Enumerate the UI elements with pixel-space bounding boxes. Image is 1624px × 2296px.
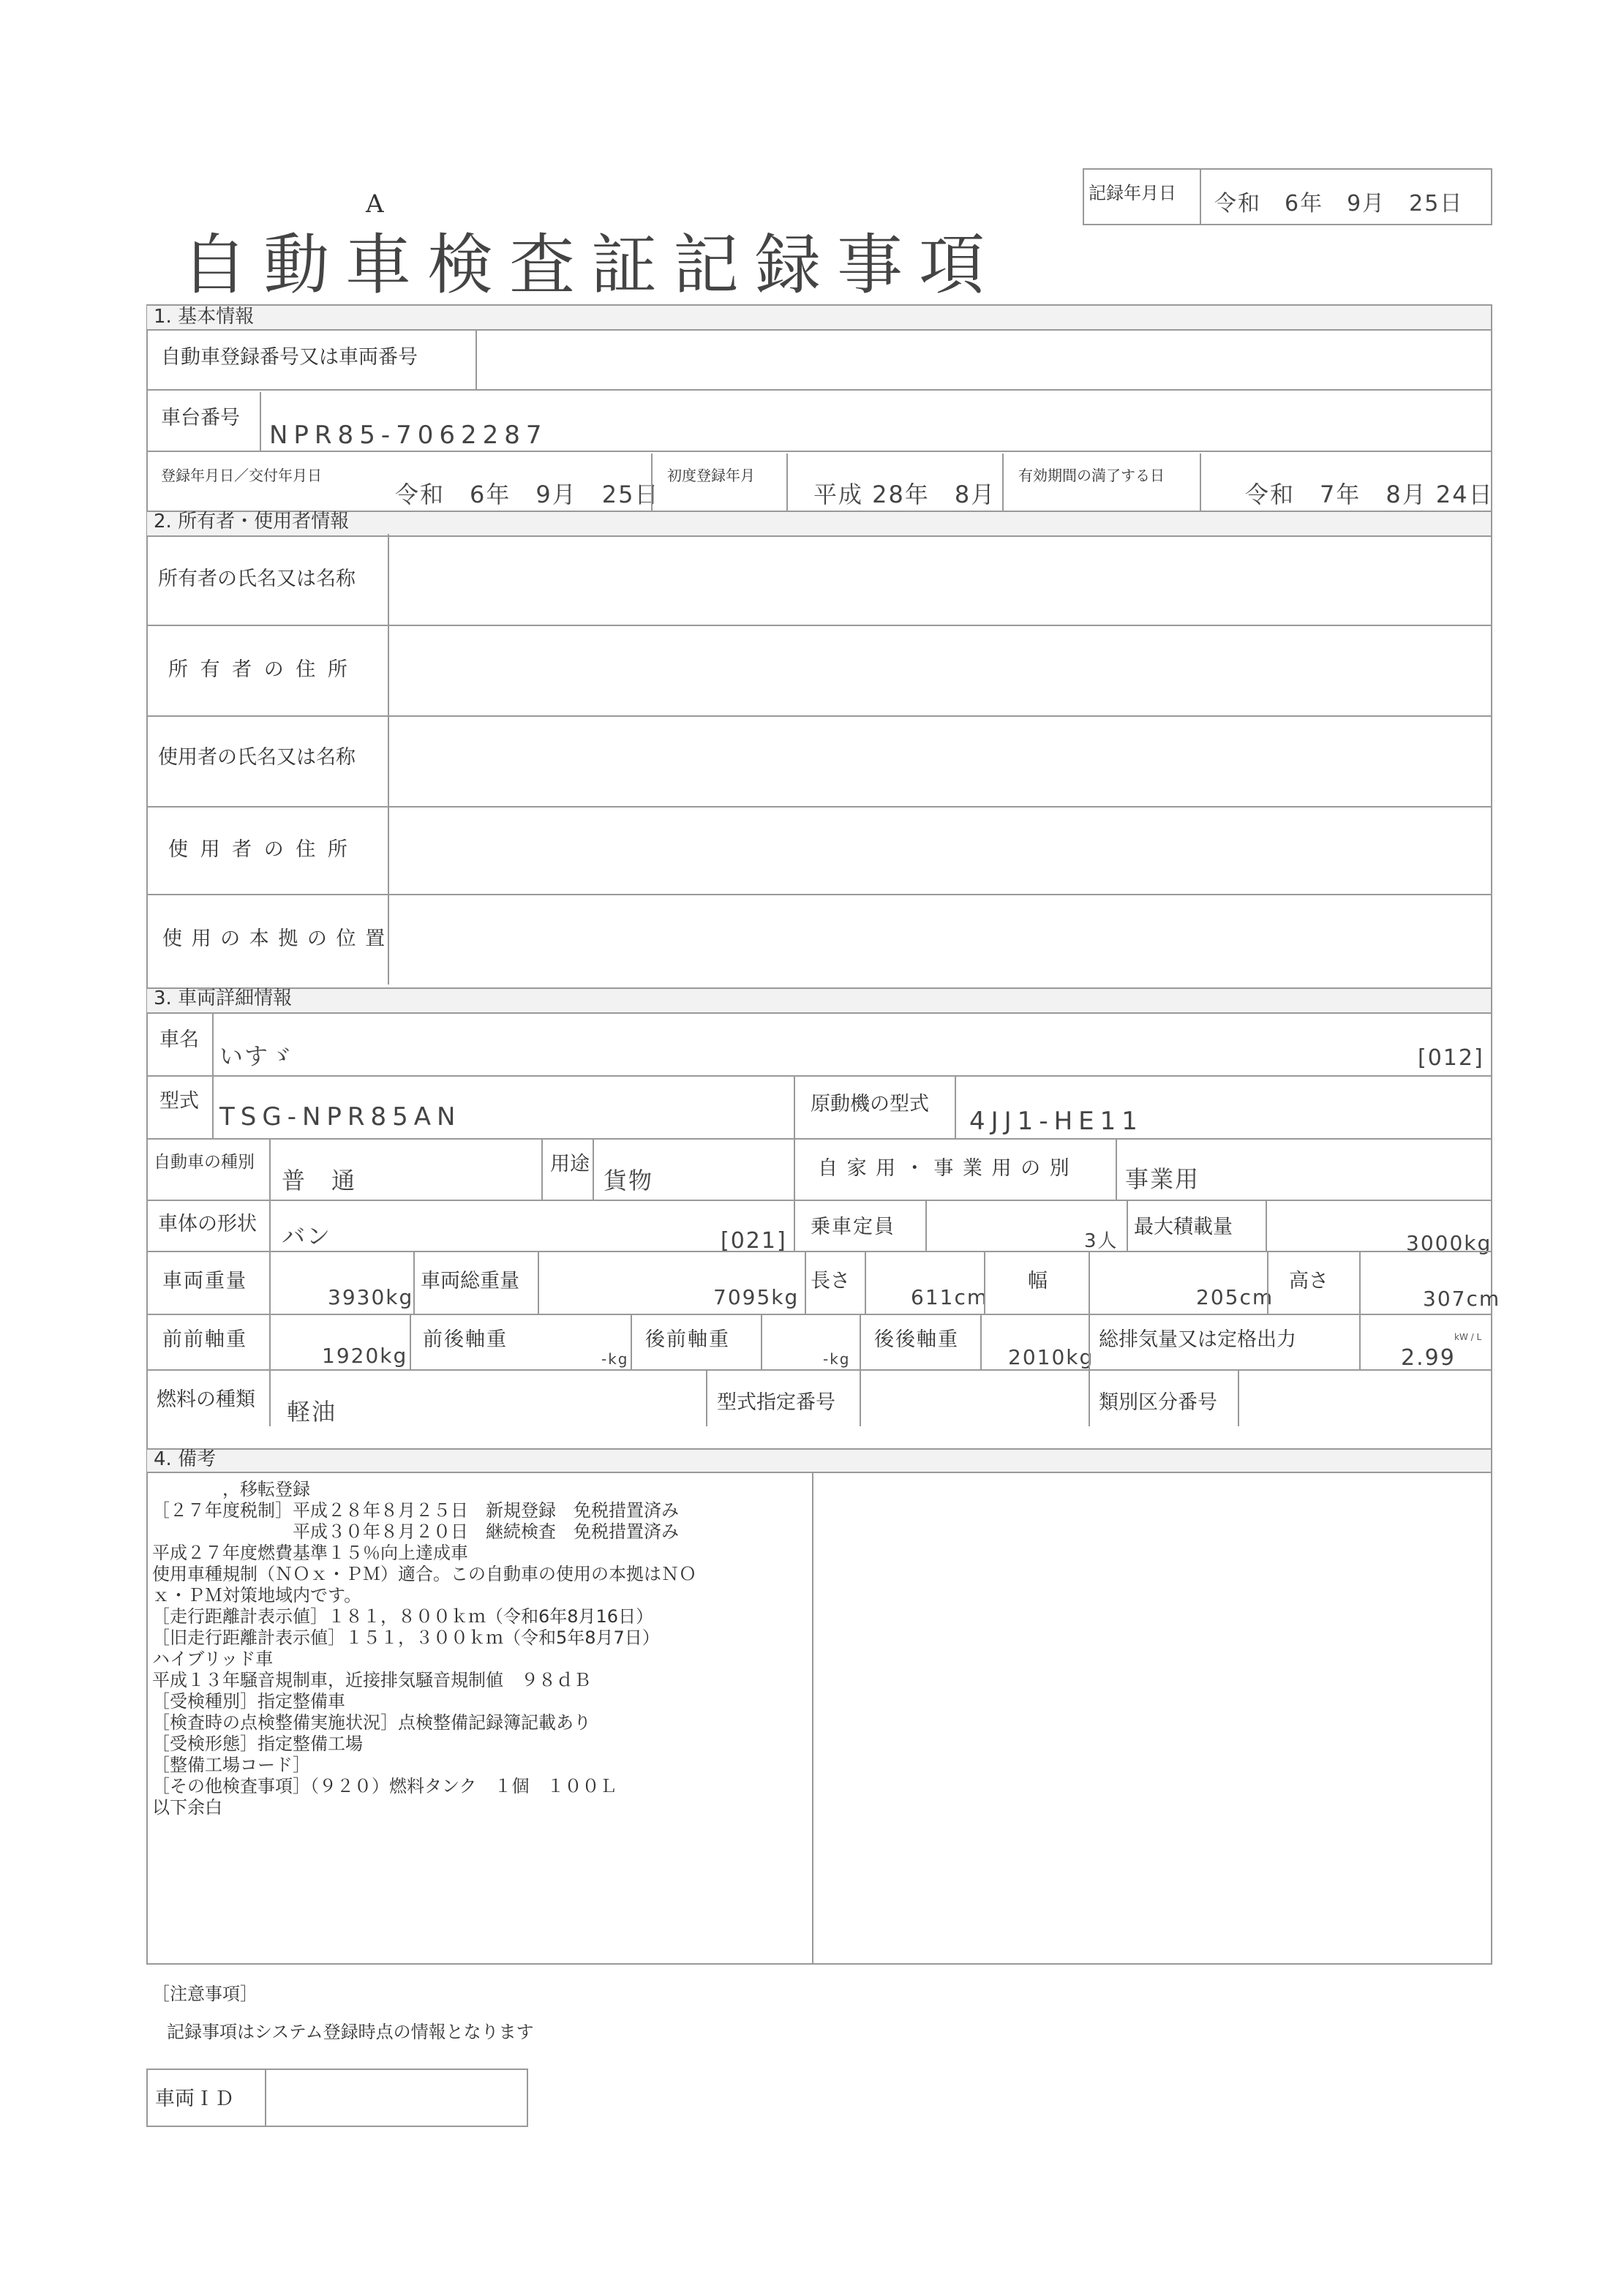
width-label: 幅: [1028, 1270, 1048, 1292]
owner-address-label: 所 有 者 の 住 所: [168, 658, 350, 681]
engine-model-label: 原動機の型式: [811, 1093, 929, 1115]
section-basic-header: [147, 304, 1491, 331]
expiry-value: 令和 7年 8月 24日: [1245, 481, 1494, 508]
displacement-label: 総排気量又は定格出力: [1099, 1328, 1296, 1351]
use-label: 用途: [550, 1153, 590, 1175]
expiry-label: 有効期間の満了する日: [1018, 467, 1165, 484]
first-reg-label: 初度登録年月: [667, 467, 755, 484]
type-designation-label: 型式指定番号: [717, 1391, 835, 1414]
mark-a: A: [366, 189, 384, 219]
displacement-unit: kW / L: [1454, 1332, 1482, 1342]
section-vehicle-header: [147, 987, 1491, 1014]
use-value: 貨物: [604, 1167, 654, 1194]
engine-model-value: 4JJ1-HE11: [969, 1107, 1143, 1136]
front-rear-axle-value: -kg: [601, 1350, 629, 1368]
user-name-label: 使用者の氏名又は名称: [158, 746, 356, 769]
max-load-label: 最大積載量: [1134, 1216, 1233, 1238]
rear-rear-axle-label: 後後軸重: [874, 1328, 959, 1351]
section-basic-title: 1. 基本情報: [154, 306, 255, 328]
gross-weight-label: 車両総重量: [421, 1270, 519, 1292]
displacement-value: 2.99: [1401, 1345, 1456, 1371]
section-remarks-header: [147, 1448, 1491, 1473]
record-date-label: 記録年月日: [1089, 183, 1176, 203]
record-date-value: 令和 6年 9月 25日: [1214, 191, 1464, 217]
private-business-label: 自 家 用 ・ 事 業 用 の 別: [818, 1157, 1071, 1180]
notes-title: ［注意事項］: [152, 1984, 257, 2004]
vehicle-name-label: 車名: [159, 1028, 199, 1051]
user-address-label: 使 用 者 の 住 所: [168, 838, 350, 861]
remarks-text: ，移転登録 ［２７年度税制］平成２８年８月２５日 新規登録 免税措置済み 平成３０年８月２０日 継続検査 免税措置済み 平成２７年度燃費基準１５％向上達成車 使用車種規制（ＮＯｘ・ＰＭ）適合。この自動車の使用の本拠はＮＯ ｘ・ＰＭ対策地域内です。 ［走行距離計表示値］１８１，８００ｋｍ（令和6年8月16日） ［旧走行距離計表示値］１５１，３００ｋｍ（令和5年8月7日） ハイブリッド車 平成１３年騒音規制車，近接排気騒音規制値 ９８ｄＢ ［受検種別］指定整備車 ［検査時の点検整備実施状況］点検整備記録簿記載あり ［受検形態］指定整備工場 ［整備工場コード］ ［その他検査事項］（９２０）燃料タンク １個 １００Ｌ 以下余白: [152, 1479, 696, 1818]
reg-no-label: 自動車登録番号又は車両番号: [161, 346, 418, 369]
section-owner-title: 2. 所有者・使用者情報: [154, 511, 350, 532]
body-shape-code: [021]: [721, 1228, 787, 1254]
chassis-value: NPR85-7062287: [269, 421, 548, 450]
base-location-label: 使 用 の 本 拠 の 位 置: [162, 927, 387, 950]
vehicle-kind-value: 普 通: [282, 1167, 357, 1194]
length-label: 長さ: [811, 1270, 850, 1292]
rear-rear-axle-value: 2010kg: [1008, 1345, 1094, 1369]
first-reg-value: 平成 28年 8月: [813, 481, 996, 508]
issue-date-label: 登録年月日／交付年月日: [161, 467, 322, 484]
length-value: 611cm: [911, 1285, 989, 1309]
width-value: 205cm: [1196, 1285, 1274, 1309]
model-label: 型式: [159, 1090, 199, 1113]
section-vehicle-title: 3. 車両詳細情報: [154, 987, 293, 1009]
capacity-value: 3人: [1084, 1230, 1119, 1252]
vehicle-name-code: [012]: [1418, 1045, 1484, 1071]
chassis-label: 車台番号: [161, 407, 240, 429]
notes-text: 記録事項はシステム登録時点の情報となります: [167, 2022, 534, 2042]
vehicle-kind-label: 自動車の種別: [154, 1153, 255, 1172]
capacity-label: 乗車定員: [811, 1216, 895, 1238]
issue-date-value: 令和 6年 9月 25日: [395, 481, 660, 508]
fuel-type-value: 軽油: [287, 1398, 337, 1426]
fuel-type-label: 燃料の種類: [157, 1388, 255, 1411]
document-title: 自動車検査証記録事項: [181, 227, 1001, 304]
private-business-value: 事業用: [1125, 1165, 1200, 1193]
height-value: 307cm: [1423, 1287, 1501, 1311]
category-label: 類別区分番号: [1099, 1391, 1217, 1414]
gross-weight-value: 7095kg: [713, 1285, 800, 1309]
rear-front-axle-value: -kg: [823, 1350, 851, 1368]
vehicle-id-label: 車両ＩＤ: [155, 2088, 234, 2110]
height-label: 高さ: [1289, 1270, 1328, 1292]
front-rear-axle-label: 前後軸重: [423, 1328, 508, 1351]
front-front-axle-label: 前前軸重: [162, 1328, 247, 1351]
max-load-value: 3000kg: [1406, 1231, 1492, 1255]
vehicle-weight-label: 車両重量: [162, 1270, 247, 1292]
vehicle-name-value: いすゞ: [219, 1042, 295, 1070]
front-front-axle-value: 1920kg: [322, 1344, 408, 1368]
vehicle-weight-value: 3930kg: [328, 1285, 414, 1309]
owner-name-label: 所有者の氏名又は名称: [158, 568, 356, 590]
body-shape-value: バン: [282, 1222, 332, 1250]
rear-front-axle-label: 後前軸重: [645, 1328, 730, 1351]
model-value: TSG-NPR85AN: [219, 1102, 462, 1132]
section-remarks-title: 4. 備考: [154, 1448, 217, 1470]
body-shape-label: 車体の形状: [158, 1213, 257, 1235]
